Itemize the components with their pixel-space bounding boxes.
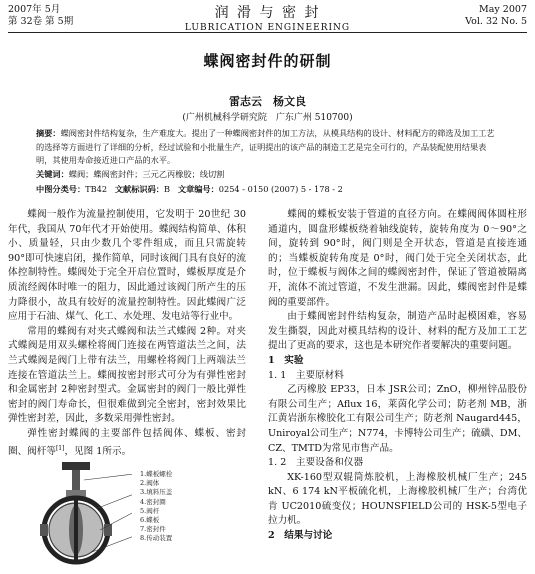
legend-item: 8.传动装置 — [140, 534, 173, 543]
abstract-text: 蝶阀密封件结构复杂，生产难度大。提出了一种蝶阀密封件的加工方法，从模具结构的设计、材料配方的筛选及加工工艺的选择等方面进行了详细的分析，经过试验和小批量生产，证明提出的该产品的制造工艺是完全可行的，产品装配使用结果表明，其使用寿命接近进口产品的水平。 — [36, 128, 495, 165]
actuator — [62, 462, 90, 470]
right-column — [268, 208, 527, 544]
legend-item: 1.蝶板螺栓 — [140, 470, 173, 478]
flange-bolt-left — [40, 524, 48, 536]
figure-1 — [22, 460, 246, 570]
right-paragraph-1: 蝶阀的蝶板安装于管道的直径方向。在蝶阀阀体圆柱形通道内，圆盘形蝶板绕着轴线旋转，旋转角度为 0～90°之间，旋转到 90°时，阀门则是全开状态，管道是直接连通的；当蝶板旋转角度是 0°时，阀门处于完全关闭状态，此时，位于蝶板与阀体之间的蝶阀密封件，保证了管道被隔离开，流体不流过管道，不发生泄漏。因此，蝶阀密封件是蝶阀的重要部件。 — [268, 209, 527, 308]
clc-value: TB42 — [85, 184, 108, 194]
header-rule — [8, 32, 527, 33]
left-paragraph-3-end: ，见图 1所示。 — [64, 445, 132, 457]
right-paragraph-materials: 乙丙橡胶 EP33，日本 JSR公司；ZnO，柳州锌品股份有限公司生产；Aflux 16，莱茵化学公司；防老剂 MB，浙江黄岩浙东橡胶化工有限公司生产；防老剂 Naugard445，Uniroyal公司生产；N774，卡博特公司生产；硫磺、DM、CZ、TMTD为常见市售产品。 — [268, 384, 527, 454]
journal-name-cn: 润 滑 与 密 封 — [214, 5, 321, 21]
paper-affiliation: (广州机械科学研究院 广东广州 510700) — [182, 113, 353, 123]
classification-line — [36, 184, 499, 195]
legend-item: 6.蝶板 — [140, 516, 160, 525]
leader-line-1 — [84, 474, 132, 480]
journal-name — [0, 2, 535, 33]
left-column — [8, 208, 246, 459]
section-heading-results: 2 结果与讨论 — [268, 530, 333, 542]
keywords-label: 关键词： — [36, 168, 69, 179]
doc-code-label: 文献标识码： — [114, 184, 164, 194]
right-paragraph-2: 由于蝶阀密封件结构复杂，制造产品时起模困难，容易发生撕裂，因此对模具结构的设计、材料的配方及加工工艺提出了更高的要求，这也是本研究作者要解决的重要问题。 — [268, 311, 527, 352]
issue-volume-cn: 第 32卷 第 5期 — [8, 16, 74, 27]
clc-label: 中图分类号： — [36, 184, 86, 194]
legend-item: 7.密封件 — [140, 525, 166, 534]
issue-date-en: May 2007 — [479, 4, 527, 15]
legend-item: 3.填料压盖 — [140, 488, 173, 497]
figure-legend — [140, 470, 172, 544]
issue-date-cn: 2007年 5月 — [8, 4, 61, 15]
paper-authors: 雷志云 杨文良 — [229, 95, 306, 108]
keywords-text: 蝶阀；蝶阀密封件；三元乙丙橡胶；线切割 — [68, 168, 225, 179]
subsection-heading-materials: 1. 1 主要原材料 — [268, 369, 344, 381]
valve-stem — [74, 500, 78, 560]
journal-issue-info-en — [465, 4, 527, 28]
left-paragraph-3 — [8, 427, 246, 459]
section-heading-experiment: 1 实验 — [268, 354, 304, 366]
right-paragraph-equipment: XK-160型双辊筒炼胶机，上海橡胶机械厂生产；245 kN、6 174 kN平板硫化机，上海橡胶机械厂生产；台湾优肯 UC2010硫变仪；HOUNSFIELD公司的 HSK-5型电子拉力机。 — [268, 471, 527, 527]
leader-line-2 — [98, 494, 132, 508]
journal-name-en: LUBRICATION ENGINEERING — [184, 23, 351, 33]
legend-item: 4.密封圈 — [140, 497, 166, 506]
legend-item: 2.阀体 — [140, 479, 160, 488]
left-paragraph-3-text: 弹性密封蝶阀的主要部件包括阀体、蝶板、密封圈、阀杆等 — [8, 427, 246, 457]
abstract-block — [36, 127, 499, 181]
paper-title: 蝶阀密封件的研制 — [203, 52, 332, 70]
legend-item: 5.阀杆 — [140, 506, 160, 515]
reference-marker: [1] — [55, 444, 65, 452]
left-paragraph-1: 蝶阀一般作为流量控制使用，它发明于 20世纪 30年代，我国从 70年代才开始使用。蝶阀结构简单、体积小、质量轻，只由少数几个零件组成，而且只需旋转 90°即可快速启闭，操作简单，同时该阀门具有良好的流体控制特性。蝶阀处于完全开启位置时，蝶板厚度是介质流经阀体时唯一的阻力，因此通过该阀门所产生的压力降很小，故具有较好的流量控制特性。因此蝶阀广泛应用于石油、煤气、化工、水处理、发电站等行业中。 — [8, 209, 246, 323]
subsection-heading-equipment: 1. 2 主要设备和仪器 — [268, 457, 364, 469]
left-paragraph-2: 常用的蝶阀有对夹式蝶阀和法兰式蝶阀 2种。对夹式蝶阀是用双头螺栓将阀门连接在两管道法兰之间，法兰式蝶阀是阀门上带有法兰，用螺栓将阀门上两端法兰连接在管道法兰上。蝶阀按密封形式可分为有弹性密封和金属密封 2种密封型式。金属密封的阀门一般比弹性密封的阀门寿命长，但很难做到完全密封，密封效果比弹性密封差，因此，多数采用弹性密封。 — [8, 325, 246, 425]
doc-code-value: B — [164, 184, 171, 194]
article-number-value: 0254 - 0150 (2007) 5 - 178 - 2 — [218, 184, 343, 194]
butterfly-valve-drawing — [22, 460, 132, 570]
abstract-label: 摘要： — [36, 128, 61, 138]
article-number-label: 文章编号： — [177, 184, 219, 194]
issue-volume-en: Vol. 32 No. 5 — [465, 16, 527, 27]
